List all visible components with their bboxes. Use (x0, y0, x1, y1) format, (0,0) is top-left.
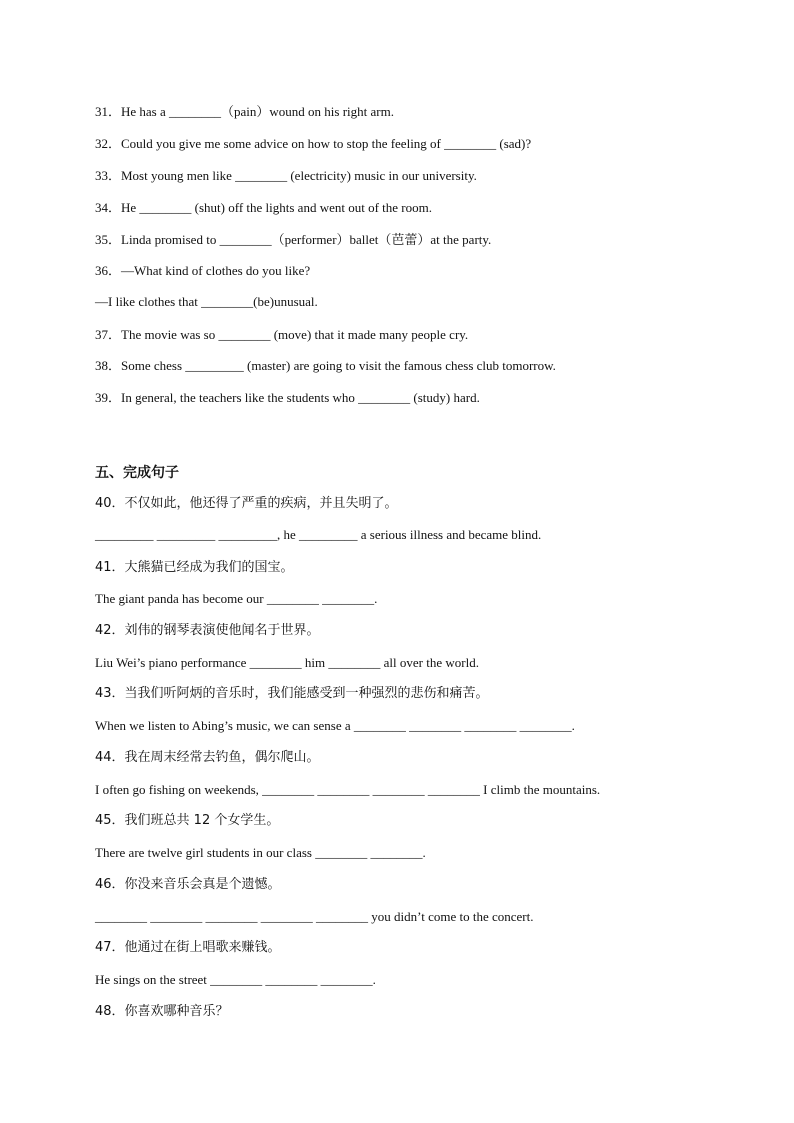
question-46-english: ________ ________ ________ ________ ________ you didn’t come to the concert. (95, 909, 534, 924)
question-41-chinese: 41．大熊猫已经成为我们的国宝。 (95, 560, 294, 575)
question-32: 32．Could you give me some advice on how to stop the feeling of ________ (sad)? (95, 136, 532, 151)
question-42-english: Liu Wei’s piano performance ________ him ________ all over the world. (95, 655, 479, 670)
question-42-chinese: 42．刘伟的钢琴表演使他闻名于世界。 (95, 623, 320, 638)
question-33: 33．Most young men like ________ (electricity) music in our university. (95, 168, 477, 183)
question-39: 39．In general, the teachers like the students who ________ (study) hard. (95, 390, 480, 405)
question-45-english: There are twelve girl students in our class ________ ________. (95, 845, 426, 860)
question-40-chinese: 40．不仅如此，他还得了严重的疾病，并且失明了。 (95, 496, 398, 511)
question-48-chinese: 48．你喜欢哪种音乐？ (95, 1004, 229, 1019)
question-41-english: The giant panda has become our ________ ________. (95, 591, 378, 606)
question-45-chinese: 45．我们班总共 12 个女学生。 (95, 813, 280, 828)
question-43-english: When we listen to Abing’s music, we can sense a ________ ________ ________ ________. (95, 718, 575, 733)
question-44-chinese: 44．我在周末经常去钓鱼，偶尔爬山。 (95, 750, 320, 765)
question-43-chinese: 43．当我们听阿炳的音乐时，我们能感受到一种强烈的悲伤和痛苦。 (95, 686, 489, 701)
question-40-english: _________ _________ _________, he _________ a serious illness and became blind. (95, 527, 542, 542)
question-36: 36．—What kind of clothes do you like? (95, 263, 311, 278)
question-34: 34．He ________ (shut) off the lights and went out of the room. (95, 200, 432, 215)
question-37: 37．The movie was so ________ (move) that it made many people cry. (95, 327, 469, 342)
question-31: 31．He has a ________（pain）wound on his right arm. (95, 104, 394, 119)
question-35: 35．Linda promised to ________（performer）ballet（芭蕾）at the party. (95, 232, 492, 247)
question-47-chinese: 47．他通过在街上唱歌来赚钱。 (95, 940, 281, 955)
question-36-answer-line: —I like clothes that ________(be)unusual. (95, 294, 318, 309)
question-46-chinese: 46．你没来音乐会真是个遗憾。 (95, 877, 281, 892)
question-47-english: He sings on the street ________ ________ ________. (95, 972, 376, 987)
section-heading: 五、完成句子 (95, 465, 179, 481)
question-38: 38．Some chess _________ (master) are going to visit the famous chess club tomorrow. (95, 358, 556, 373)
question-44-english: I often go fishing on weekends, ________ ________ ________ ________ I climb the mountains. (95, 782, 601, 797)
